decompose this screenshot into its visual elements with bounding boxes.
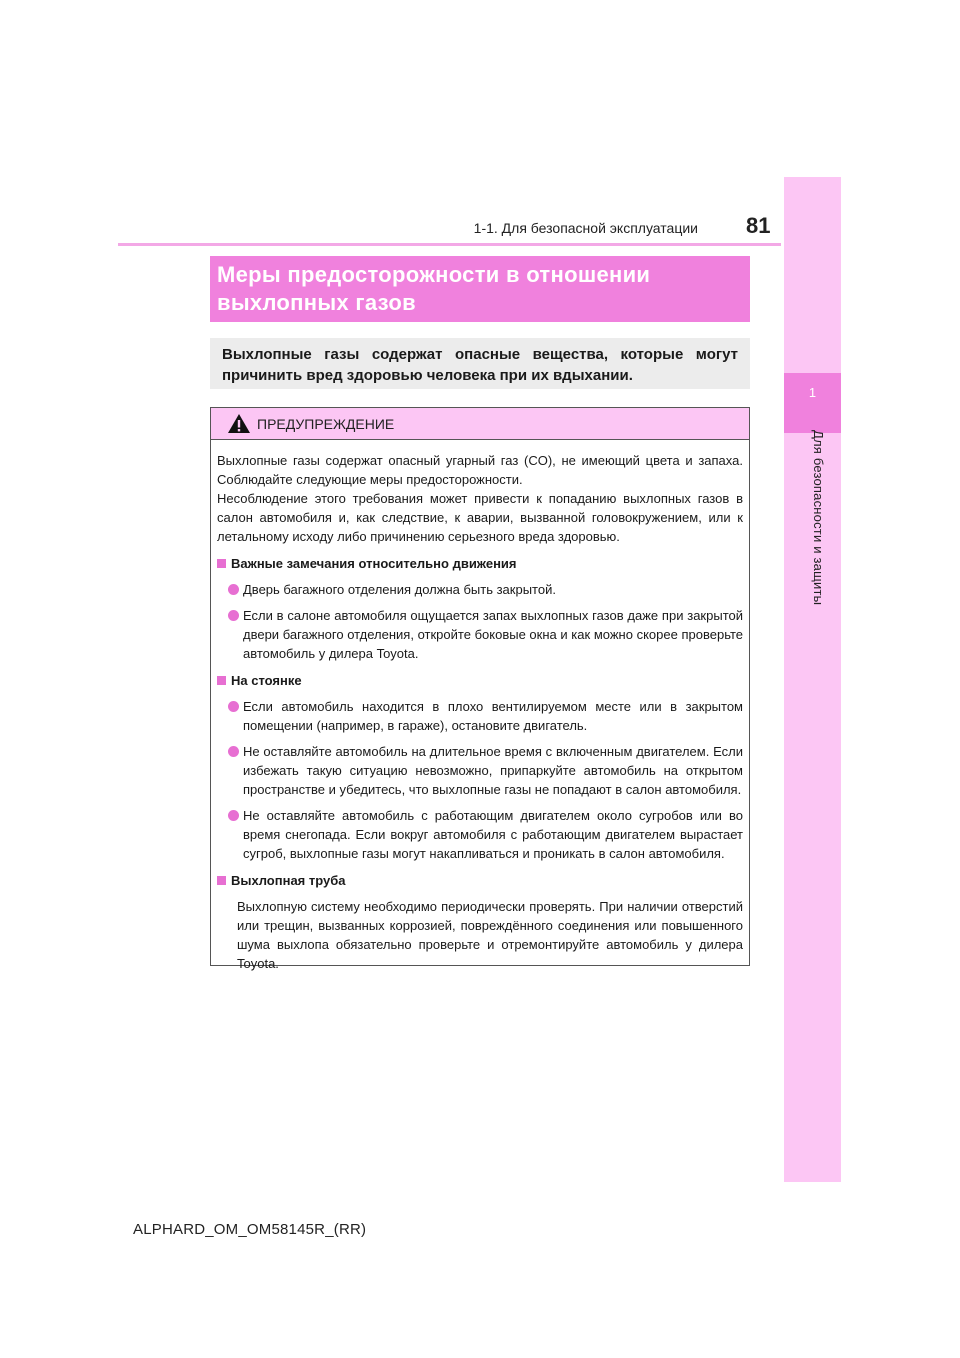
section-heading-text: Выхлопная труба (231, 873, 346, 888)
document-code-footer: ALPHARD_OM_OM58145R_(RR) (133, 1221, 367, 1238)
list-item-text: Дверь багажного отделения должна быть закрытой. (243, 582, 556, 597)
section-heading (217, 671, 743, 690)
list-item-text: Если автомобиль находится в плохо вентилируемом месте или в закрытом помещении (например, в гараже), остановите двигатель. (243, 699, 743, 733)
warning-header (211, 408, 749, 440)
chapter-number: 1 (808, 385, 817, 400)
square-bullet-icon (217, 559, 226, 568)
warning-box (210, 407, 750, 971)
square-bullet-icon (217, 676, 226, 685)
intro-summary: Выхлопные газы содержат опасные вещества, которые могут причинить вред здоровью человека при их вдыхании. (210, 338, 750, 389)
page-title: Меры предосторожности в отношении выхлопных газов (210, 256, 750, 322)
circle-bullet-icon (228, 746, 239, 757)
warning-heading: ПРЕДУПРЕЖДЕНИЕ (257, 415, 395, 432)
circle-bullet-icon (228, 701, 239, 712)
section-heading (217, 554, 743, 573)
chapter-side-tab (784, 177, 841, 1182)
list-item (217, 742, 743, 799)
square-bullet-icon (217, 876, 226, 885)
warning-paragraph: Выхлопные газы содержат опасный угарный газ (CO), не имеющий цвета и запаха. Соблюдайте следующие меры предосторожности. (217, 453, 743, 487)
section-heading-text: На стоянке (231, 673, 302, 688)
warning-triangle-icon (227, 413, 251, 434)
page-number: 81 (746, 213, 771, 238)
header-rule (118, 243, 781, 246)
circle-bullet-icon (228, 610, 239, 621)
chapter-title: Для безопасности и защиты (811, 430, 826, 606)
circle-bullet-icon (228, 584, 239, 595)
list-item-text: Не оставляйте автомобиль на длительное время с включенным двигателем. Если избежать такую ситуацию невозможно, припаркуйте автомобиль на открытом пространстве и убедитесь, что выхлопные газы не попадают в салон автомобиля. (243, 744, 743, 797)
list-item (217, 606, 743, 663)
header-section-title: 1-1. Для безопасной эксплуатации (473, 220, 698, 236)
list-item (217, 806, 743, 863)
list-item (217, 697, 743, 735)
section-heading-text: Важные замечания относительно движения (231, 556, 517, 571)
section-text: Выхлопную систему необходимо периодически проверять. При наличии отверстий или трещин, вызванных коррозией, повреждённого соединения или повышенного шума выхлопа обязательно проверьте и отремонтируйте автомобиль у дилера Toyota. (237, 899, 743, 971)
list-item-text: Не оставляйте автомобиль с работающим двигателем около сугробов или во время снегопада. Если вокруг автомобиля с работающим двигателем вырастает сугроб, выхлопные газы могут накапливаться и проникать в салон автомобиля. (243, 808, 743, 861)
warning-body (211, 440, 749, 973)
section-heading (217, 871, 743, 890)
warning-paragraph: Несоблюдение этого требования может привести к попаданию выхлопных газов в салон автомобиля и, как следствие, к аварии, вызванной головокружением, или к летальному исходу либо причинению серьезного вреда здоровью. (217, 491, 743, 544)
circle-bullet-icon (228, 810, 239, 821)
list-item (217, 580, 743, 599)
list-item-text: Если в салоне автомобиля ощущается запах выхлопных газов даже при закрытой двери багажного отделения, откройте боковые окна и как можно скорее проверьте автомобиль у дилера Toyota. (243, 608, 743, 661)
chapter-number-marker (784, 373, 841, 433)
